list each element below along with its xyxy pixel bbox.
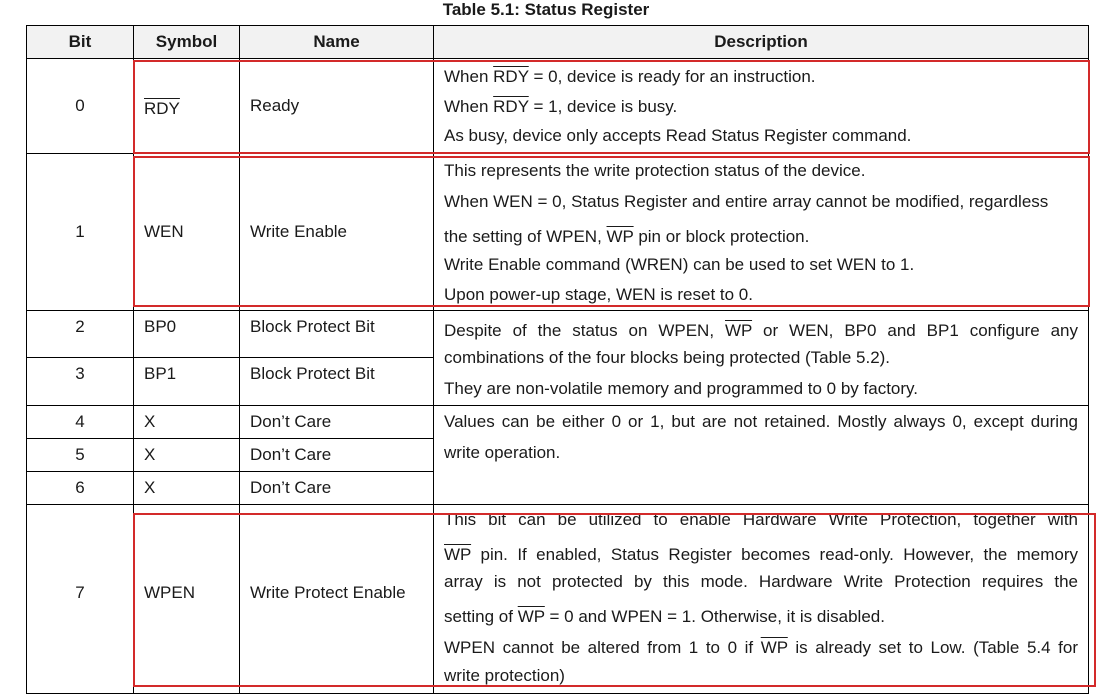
bit-cell (26, 357, 134, 406)
symbol-cell (133, 310, 240, 358)
bit-cell (26, 504, 134, 694)
name-value: Don’t Care (250, 412, 332, 431)
bit-cell (26, 471, 134, 505)
symbol-value: X (144, 445, 156, 464)
overbar-symbol: $\overline{WP}$ (724, 321, 753, 340)
bit-value: 2 (75, 317, 85, 336)
description-cell (433, 58, 1089, 154)
description-line: This represents the write protection status of the device. (444, 161, 866, 180)
text-run: = 0, device is ready for an instruction. (528, 67, 816, 86)
header-name: Name (239, 25, 434, 59)
name-cell (239, 471, 434, 505)
symbol-cell (133, 471, 240, 505)
symbol-value: BP1 (144, 363, 177, 383)
description-cell (433, 405, 1089, 505)
table-title: Table 5.1: Status Register (442, 0, 650, 19)
text-run: When (444, 97, 494, 116)
symbol-cell (133, 438, 240, 472)
description-line: When WEN = 0, Status Register and entire array cannot be modified, regardless (444, 192, 1049, 211)
bit-value: 5 (75, 445, 85, 464)
description-line: As busy, device only accepts Read Status Register command. (444, 126, 912, 145)
description-line (444, 67, 1078, 87)
symbol-cell (133, 153, 240, 311)
description-line (444, 97, 1078, 117)
bit-value: 0 (75, 96, 85, 115)
name-value: Don’t Care (250, 478, 332, 497)
bit-cell (26, 405, 134, 439)
overbar-symbol: $\overline{WP}$ (606, 227, 634, 246)
text-run: Despite of the status on WPEN, (444, 321, 725, 340)
text-run: pin. If enabled, Status Register becomes read-only. However, the memory (471, 545, 1078, 564)
symbol-value: WPEN (144, 583, 195, 602)
description-line (444, 607, 1078, 627)
name-cell (239, 357, 434, 406)
overbar-symbol: $\overline{WP}$ (444, 545, 472, 564)
description-line: write protection) (444, 666, 565, 685)
bit-cell (26, 310, 134, 358)
bit-cell (26, 438, 134, 472)
bit-value: 4 (75, 412, 85, 431)
symbol-value: WEN (144, 222, 184, 241)
name-value: Don’t Care (250, 445, 332, 464)
symbol-value: X (144, 412, 156, 431)
bit-value: 7 (75, 583, 85, 602)
description-line: Upon power-up stage, WEN is reset to 0. (444, 285, 753, 304)
symbol-cell (133, 504, 240, 694)
description-cell (433, 310, 1089, 406)
symbol-cell (133, 58, 240, 154)
symbol-cell (133, 405, 240, 439)
text-run: = 0 and WPEN = 1. Otherwise, it is disabled. (544, 607, 885, 626)
text-run: = 1, device is busy. (528, 97, 678, 116)
description-line (444, 638, 1078, 658)
bit-cell (26, 153, 134, 311)
name-value: Block Protect Bit (250, 317, 375, 336)
description-line: They are non-volatile memory and programmed to 0 by factory. (444, 379, 919, 398)
symbol-value: X (144, 478, 156, 497)
description-cell (433, 153, 1089, 311)
description-line: combinations of the four blocks being protected (Table 5.2). (444, 348, 891, 367)
name-value: Write Protect Enable (250, 583, 406, 602)
description-line: This bit can be utilized to enable Hardware Write Protection, together with (444, 510, 1078, 529)
description-line: Write Enable command (WREN) can be used to set WEN to 1. (444, 255, 915, 274)
overbar-symbol: $\overline{RDY}$ (493, 67, 529, 86)
description-line: array is not protected by this mode. Hardware Write Protection requires the (444, 572, 1078, 591)
header-bit: Bit (26, 25, 134, 59)
text-run: pin or block protection. (633, 227, 810, 246)
name-cell (239, 153, 434, 311)
text-run: or WEN, BP0 and BP1 configure any (752, 321, 1078, 340)
description-line: write operation. (444, 443, 561, 462)
name-value: Block Protect Bit (250, 363, 375, 383)
text-run: the setting of WPEN, (444, 227, 607, 246)
bit-value: 1 (75, 222, 85, 241)
overbar-symbol: $\overline{WP}$ (517, 607, 545, 626)
bit-cell (26, 58, 134, 154)
description-line (444, 321, 1078, 341)
header-description: Description (433, 25, 1089, 59)
name-cell (239, 438, 434, 472)
name-cell (239, 310, 434, 358)
bit-value: 6 (75, 478, 85, 497)
symbol-value: BP0 (144, 317, 177, 336)
text-run: is already set to Low. (Table 5.4 for (787, 638, 1078, 657)
name-value: Ready (250, 96, 300, 115)
overbar-symbol: $\overline{RDY}$ (493, 97, 529, 116)
description-cell (433, 504, 1089, 694)
bit-value: 3 (75, 363, 85, 383)
description-line (444, 227, 1078, 247)
symbol-cell (133, 357, 240, 406)
description-line (444, 545, 1078, 565)
text-run: When (444, 67, 494, 86)
symbol-value: $\overline{RDY}$ (144, 99, 180, 118)
header-symbol: Symbol (133, 25, 240, 59)
name-cell (239, 504, 434, 694)
text-run: WPEN cannot be altered from 1 to 0 if (444, 638, 761, 657)
overbar-symbol: $\overline{WP}$ (760, 638, 788, 657)
name-cell (239, 405, 434, 439)
name-cell (239, 58, 434, 154)
text-run: setting of (444, 607, 518, 626)
name-value: Write Enable (250, 222, 348, 241)
description-line: Values can be either 0 or 1, but are not retained. Mostly always 0, except during (444, 412, 1078, 431)
